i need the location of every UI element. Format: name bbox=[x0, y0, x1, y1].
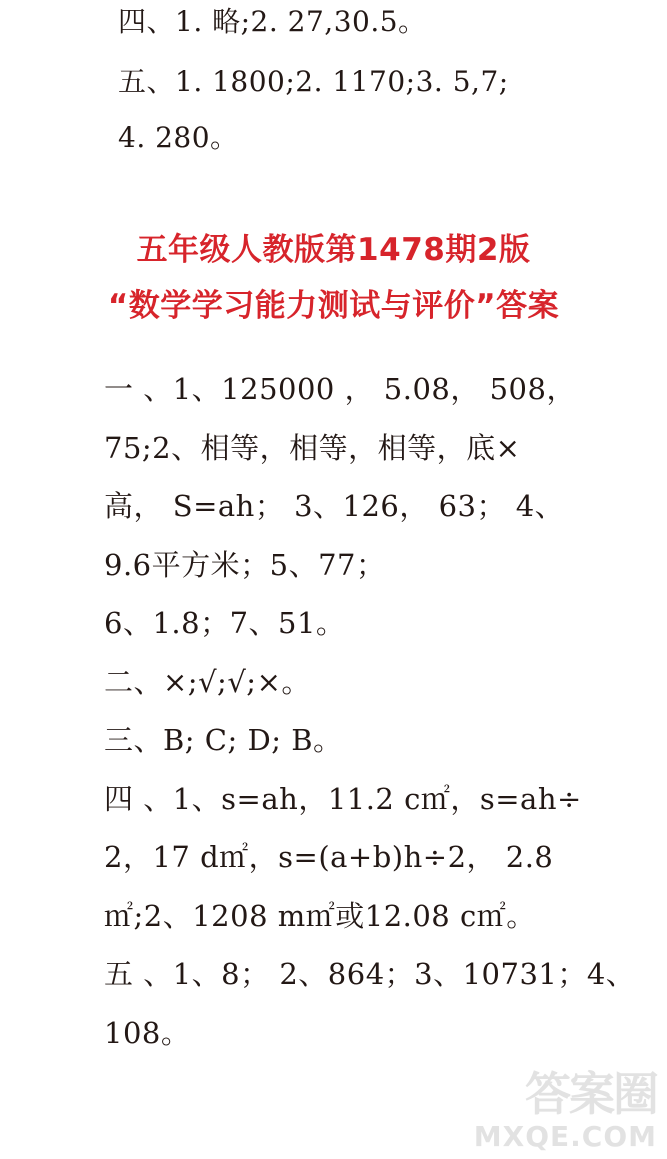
answer-line: 108。 bbox=[104, 1015, 191, 1050]
answer-line-si: 四、1. 略;2. 27,30.5。 bbox=[118, 5, 427, 38]
answer-line: 6、1.8；7、51。 bbox=[104, 606, 346, 640]
answer-line: 9.6平方米；5、77； bbox=[104, 547, 386, 582]
answer-line: 五 、1、8； 2、864；3、10731；4、 bbox=[104, 957, 636, 991]
site-watermark bbox=[473, 1058, 657, 1153]
section-title: 五年级人教版第1478期2版 bbox=[136, 232, 531, 268]
answer-line: 四 、1、s=ah，11.2 c㎡，s=ah÷ bbox=[104, 781, 582, 816]
answer-line: 一 、1、125000 ， 5.08， 508， bbox=[104, 372, 576, 406]
answer-line: 二、×;√;√;×。 bbox=[104, 664, 311, 699]
answer-line: 三、B; C; D; B。 bbox=[104, 723, 343, 757]
answer-line-wu-cont: 4. 280。 bbox=[118, 121, 239, 154]
previous-answers bbox=[118, 0, 638, 165]
answer-line: 高， S=ah； 3、126， 63； 4、 bbox=[104, 489, 565, 523]
section-subtitle: “数学学习能力测试与评价”答案 bbox=[107, 288, 560, 324]
answer-line: 2，17 d㎡，s=(a+b)h÷2， 2.8 bbox=[104, 840, 554, 874]
answer-line: 75;2、相等，相等，相等，底× bbox=[104, 430, 521, 465]
watermark-domain-text: MXQE.COM bbox=[473, 1120, 657, 1153]
answer-line-wu: 五、1. 1800;2. 1170;3. 5,7; bbox=[118, 65, 509, 98]
answer-list bbox=[104, 360, 644, 1062]
watermark-logo-text: 答案圈 bbox=[525, 1067, 657, 1121]
answer-line: ㎡;2、1208 m㎡或12.08 c㎡。 bbox=[104, 898, 536, 933]
